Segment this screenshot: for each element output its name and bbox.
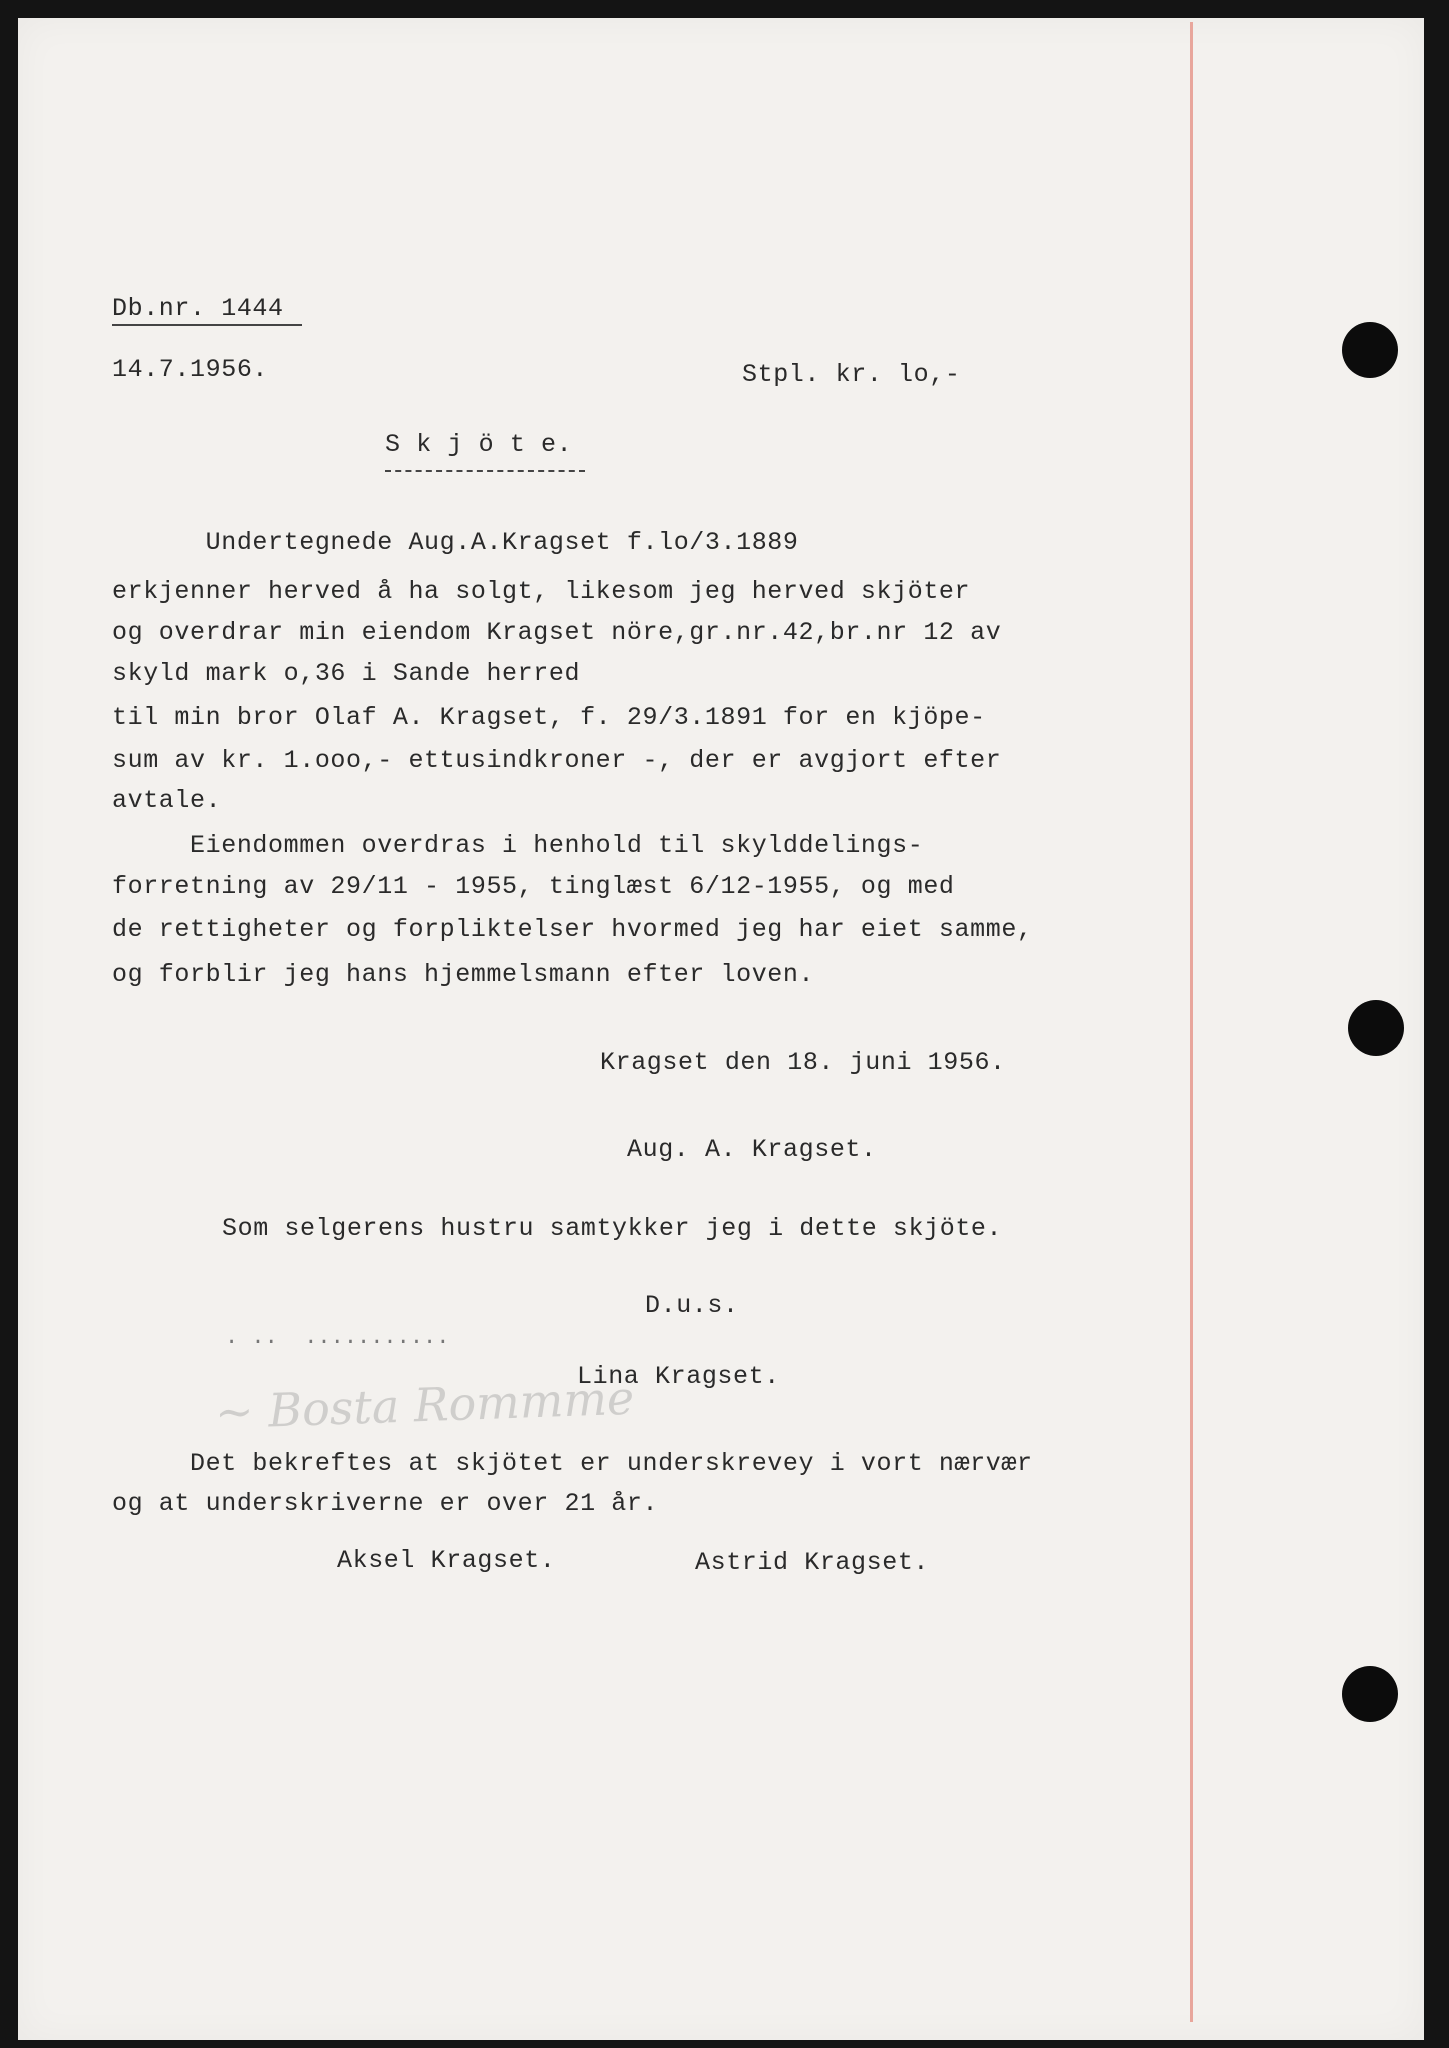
body-line: og forblir jeg hans hjemmelsmann efter loven.: [112, 960, 815, 989]
body-line: forretning av 29/11 - 1955, tinglæst 6/12-1955, og med: [112, 872, 955, 901]
body-line: og overdrar min eiendom Kragset nöre,gr.nr.42,br.nr 12 av: [112, 618, 1002, 647]
body-line: sum av kr. 1.ooo,- ettusindkroner -, der er avgjort efter: [112, 746, 1002, 775]
page-title: S k j ö t e.: [385, 430, 573, 459]
doc-date: 14.7.1956.: [112, 355, 269, 384]
dus: D.u.s.: [645, 1291, 739, 1320]
witness-line: og at underskriverne er over 21 år.: [112, 1489, 659, 1518]
seller-signature: Aug. A. Kragset.: [627, 1135, 877, 1164]
handwritten-signature-ghost: ~ Bosta Rommme: [214, 1370, 636, 1440]
doc-number-underline: [112, 324, 302, 326]
witness-signature: Astrid Kragset.: [695, 1548, 930, 1577]
body-line: erkjenner herved å ha solgt, likesom jeg herved skjöter: [112, 577, 971, 606]
dotted-line: . .. ...........: [225, 1325, 450, 1350]
body-line: avtale.: [112, 786, 222, 815]
witness-signature: Aksel Kragset.: [337, 1546, 556, 1575]
consent-line: Som selgerens hustru samtykker jeg i dette skjöte.: [222, 1214, 1003, 1243]
margin-line: [1190, 22, 1193, 2022]
punch-hole: [1348, 1000, 1404, 1056]
doc-number: Db.nr. 1444: [112, 294, 284, 323]
body-line: Undertegnede Aug.A.Kragset f.lo/3.1889: [112, 528, 799, 557]
body-line: skyld mark o,36 i Sande herred: [112, 659, 581, 688]
body-line: de rettigheter og forpliktelser hvormed jeg har eiet samme,: [112, 915, 1033, 944]
title-underline: [385, 470, 585, 472]
punch-hole: [1342, 1666, 1398, 1722]
punch-hole: [1342, 322, 1398, 378]
body-line: Eiendommen overdras i henhold til skylddelings-: [112, 831, 924, 860]
stamp-fee: Stpl. kr. lo,-: [742, 360, 961, 389]
witness-line: Det bekreftes at skjötet er underskrevey i vort nærvær: [112, 1449, 1033, 1478]
wife-signature: Lina Kragset.: [577, 1362, 780, 1391]
body-line: til min bror Olaf A. Kragset, f. 29/3.1891 for en kjöpe-: [112, 703, 986, 732]
place-date: Kragset den 18. juni 1956.: [600, 1048, 1006, 1077]
